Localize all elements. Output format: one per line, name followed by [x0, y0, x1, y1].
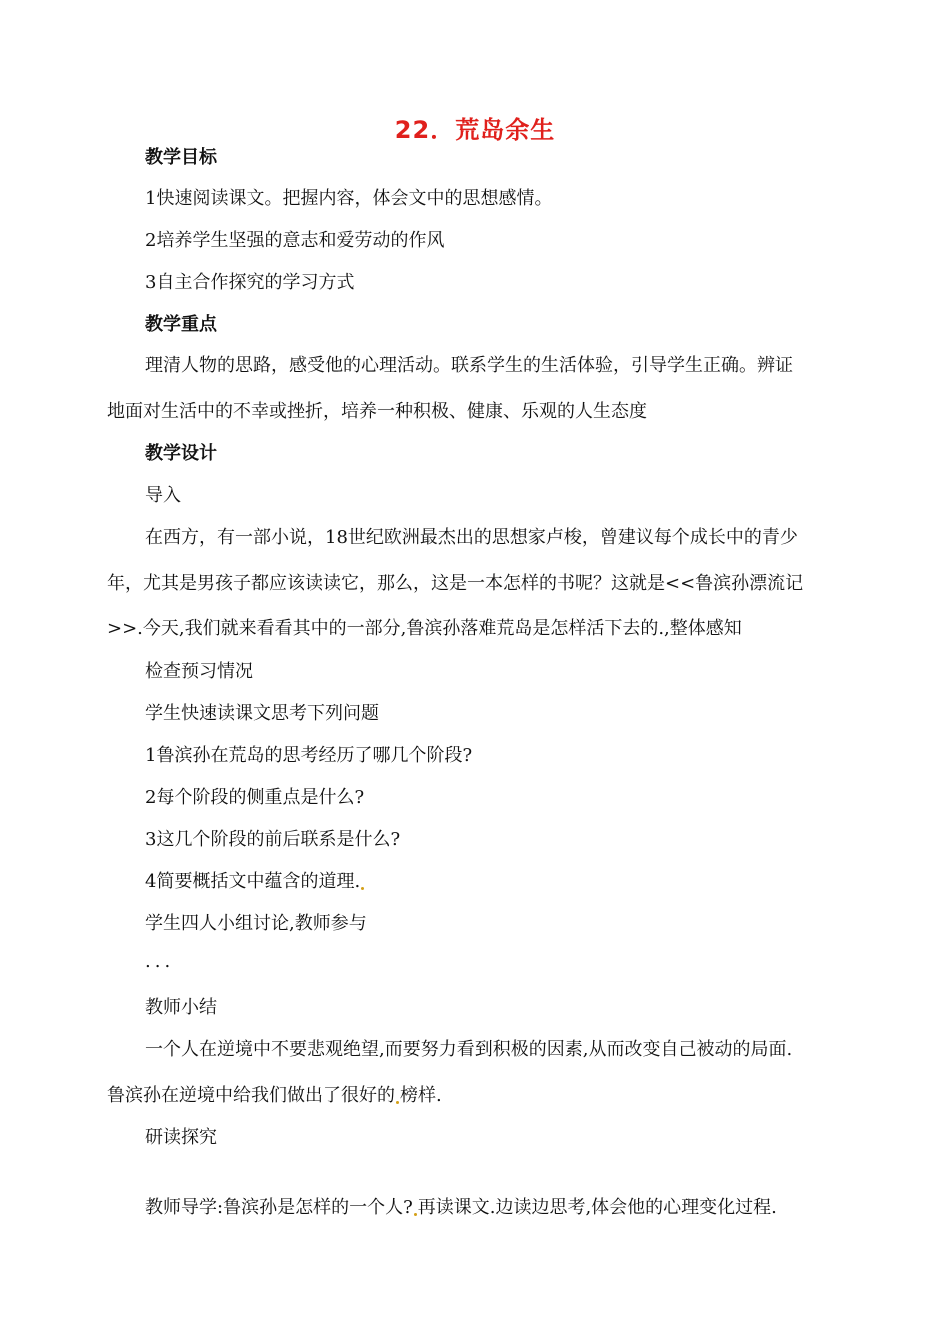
document-title: 22．荒岛余生 [394, 116, 556, 144]
summary-line-2a: 鲁滨孙在逆境中给我们做出了很好的 [107, 1085, 395, 1106]
key-points-line-1: 理清人物的思路，感受他的心理活动。联系学生的生活体验，引导学生正确。辨证 [145, 355, 793, 376]
ellipsis: ... [145, 951, 175, 972]
question-2: 2每个阶段的侧重点是什么? [145, 787, 365, 808]
summary-line-2b: 榜样. [400, 1085, 442, 1106]
summary-line-1: 一个人在逆境中不要悲观绝望,而要努力看到积极的因素,从而改变自己被动的局面. [145, 1039, 793, 1060]
study-label: 研读探究 [145, 1127, 217, 1148]
objective-3: 3自主合作探究的学习方式 [145, 272, 355, 293]
teacher-guide-b: 再读课文.边读边思考,体会他的心理变化过程. [417, 1197, 777, 1218]
question-4: 4简要概括文中蕴含的道理. [145, 871, 361, 892]
key-points-line-2: 地面对生活中的不幸或挫折，培养一种积极、健康、乐观的人生态度 [107, 401, 647, 422]
intro-line-3: >>.今天,我们就来看看其中的一部分,鲁滨孙落难荒岛是怎样活下去的.,整体感知 [107, 618, 742, 639]
question-1: 1鲁滨孙在荒岛的思考经历了哪几个阶段? [145, 745, 473, 766]
summary-line-2 [107, 1081, 442, 1107]
intro-line-1: 在西方，有一部小说，18世纪欧洲最杰出的思想家卢梭，曾建议每个成长中的青少 [145, 527, 798, 548]
heading-design: 教学设计 [145, 443, 217, 464]
heading-objectives: 教学目标 [145, 147, 217, 168]
question-4-row [145, 867, 365, 893]
teacher-guide-a: 教师导学:鲁滨孙是怎样的一个人? [145, 1197, 413, 1218]
summary-label: 教师小结 [145, 997, 217, 1018]
intro-label: 导入 [145, 485, 181, 506]
heading-key-points: 教学重点 [145, 314, 217, 335]
question-3: 3这几个阶段的前后联系是什么? [145, 829, 401, 850]
objective-1: 1快速阅读课文。把握内容，体会文中的思想感情。 [145, 188, 553, 209]
teacher-guide [145, 1193, 777, 1219]
marker-dot [414, 1213, 417, 1216]
discussion: 学生四人小组讨论,教师参与 [145, 913, 367, 934]
intro-line-2: 年，尤其是男孩子都应该读读它，那么，这是一本怎样的书呢？这就是<<鲁滨孙漂流记 [107, 573, 804, 594]
marker-dot [396, 1101, 399, 1104]
preview-label: 检查预习情况 [145, 661, 253, 682]
marker-dot [361, 887, 364, 890]
read-instruction: 学生快速读课文思考下列问题 [145, 703, 379, 724]
objective-2: 2培养学生坚强的意志和爱劳动的作风 [145, 230, 445, 251]
